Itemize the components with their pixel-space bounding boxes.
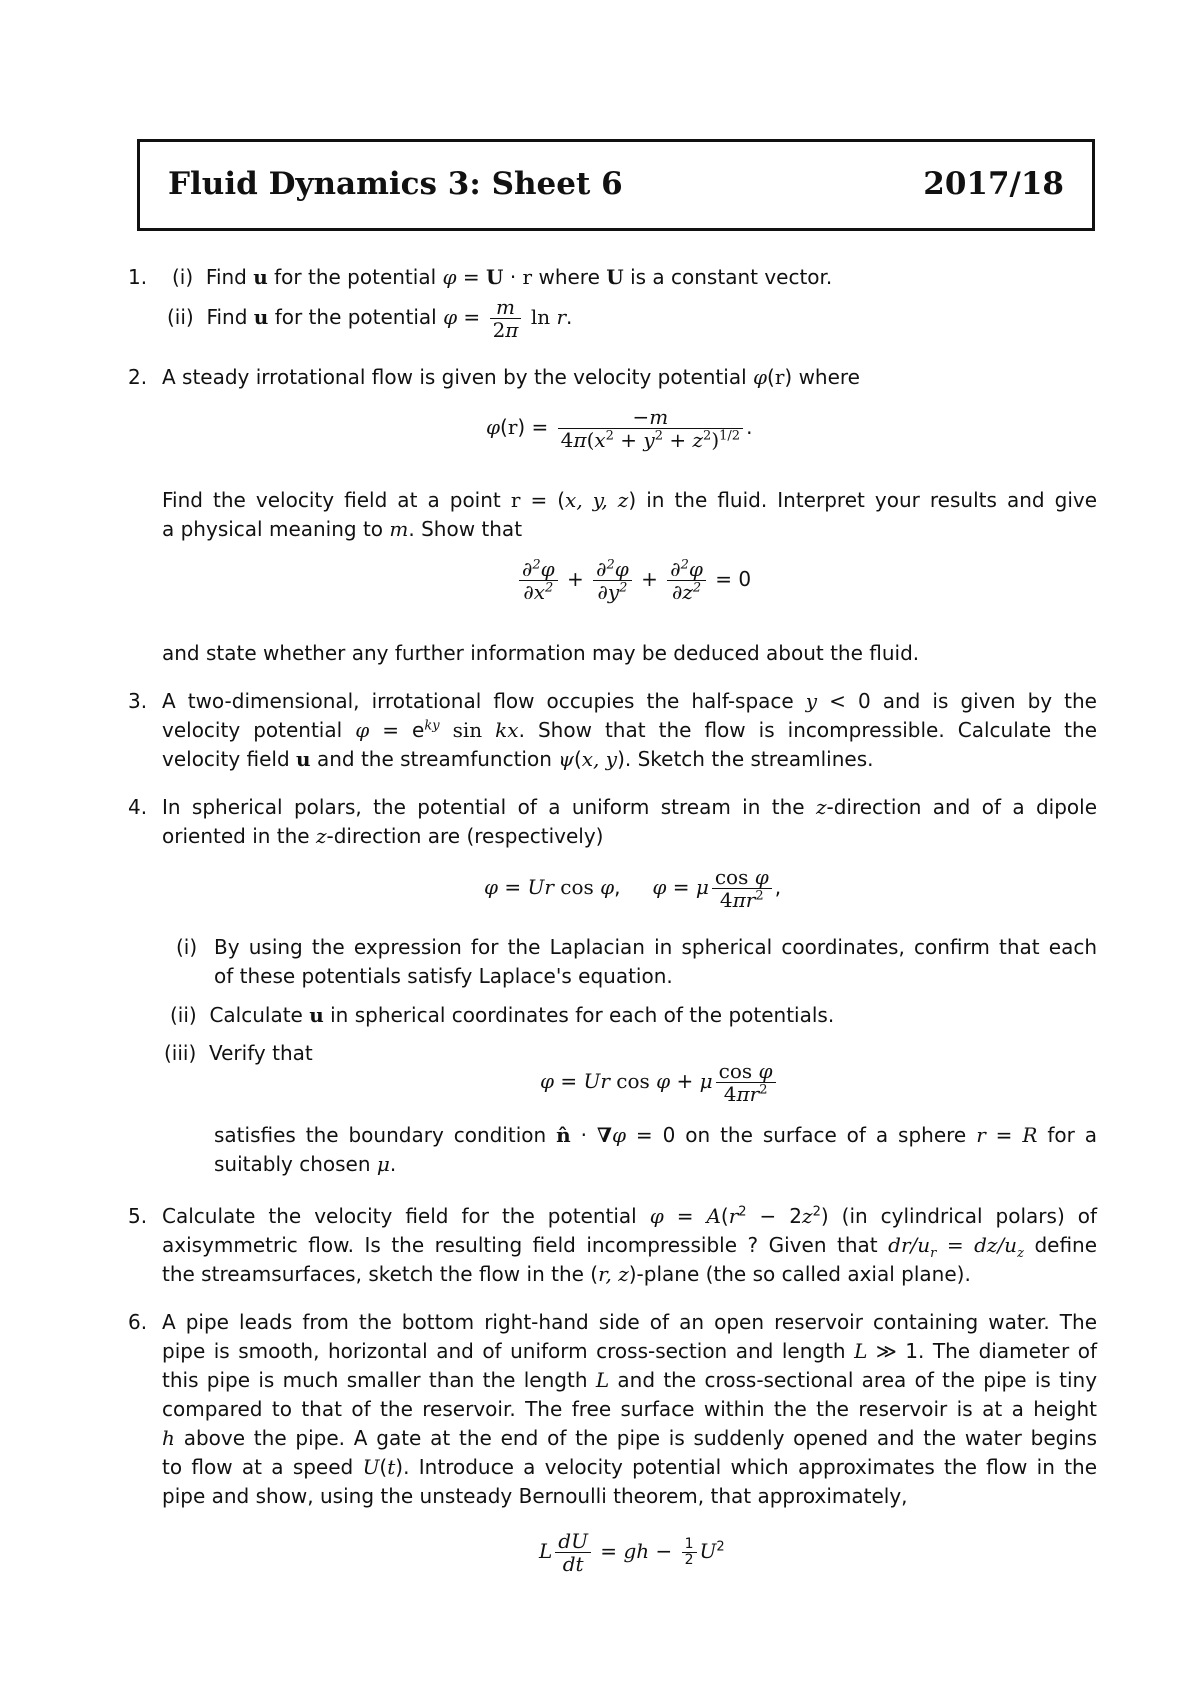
q4-part-i-label: (i) bbox=[176, 935, 198, 959]
question-number: 1. bbox=[128, 265, 148, 289]
title-box bbox=[137, 139, 1095, 231]
fraction-m-over-2pi: $\frac{m}{2\pi}$ bbox=[490, 296, 522, 341]
equation-unsteady-bernoulli: L $\frac{dU}{dt}$ = gh − $\frac{1}{2}$ $U^2$ bbox=[539, 1529, 725, 1576]
q1-part-i: (i) Find u for the potential φ = U · r where U is a constant vector. bbox=[172, 265, 833, 289]
question-number: 3. bbox=[128, 689, 148, 713]
equation-laplace: $\frac{\partial^2\varphi}{\partial x^2}$ + $\frac{\partial^2\varphi}{\partial y^2}$ + $\frac{\partial^2\varphi}{\partial z^2}$ = 0 bbox=[516, 558, 751, 603]
q6-line-1: A pipe leads from the bottom right-hand side of an open reservoir containing water. The bbox=[162, 1310, 1097, 1334]
q4-line-1: In spherical polars, the potential of a uniform stream in the z-direction and of a dipole bbox=[162, 795, 1098, 819]
q5-line-2: axisymmetric flow. Is the resulting field incompressible ? Given that $dr/u_r = dz/u_z$ define bbox=[162, 1233, 1098, 1261]
q3-line-1: A two-dimensional, irrotational flow occupies the half-space y < 0 and is given by the bbox=[162, 689, 1097, 713]
q4-line-2: oriented in the z-direction are (respectively) bbox=[162, 824, 604, 848]
question-number: 5. bbox=[128, 1204, 148, 1228]
equation-potential-source: φ(r) = $\frac{-m}{4\pi(x^2 + y^2 + z^2)^{1/2}}$ . bbox=[486, 405, 753, 452]
q2-closing: and state whether any further information may be deduced about the fluid. bbox=[162, 641, 920, 665]
q4-part-i-line-1: By using the expression for the Laplacian in spherical coordinates, confirm that each bbox=[214, 935, 1097, 959]
question-number: 4. bbox=[128, 795, 148, 819]
q6-line-4: compared to that of the reservoir. The free surface within the the reservoir is at a height bbox=[162, 1397, 1097, 1421]
q2-line-2: a physical meaning to m. Show that bbox=[162, 517, 523, 541]
q6-line-6: to flow at a speed U(t). Introduce a velocity potential which approximates the flow in the bbox=[162, 1455, 1098, 1479]
q2-line-1: Find the velocity field at a point r = (x, y, z) in the fluid. Interpret your results and give bbox=[162, 488, 1098, 512]
q5-line-1: Calculate the velocity field for the potential $\varphi = A(r^2 - 2z^2)$ (in cylindrical polars) of bbox=[162, 1204, 1098, 1228]
q4-part-i-line-2: of these potentials satisfy Laplace's equation. bbox=[214, 964, 673, 988]
question-number: 6. bbox=[128, 1310, 148, 1334]
q6-line-3: this pipe is much smaller than the length L and the cross-sectional area of the pipe is tiny bbox=[162, 1368, 1098, 1392]
q4-part-ii: (ii) Calculate u in spherical coordinates for each of the potentials. bbox=[170, 1003, 835, 1027]
q6-line-5: h above the pipe. A gate at the end of the pipe is suddenly opened and the water begins bbox=[162, 1426, 1098, 1450]
equation-stream-dipole: φ = Ur cos φ, φ = μ $\frac{\text{cos φ}}{4\pi r^2}$ , bbox=[484, 865, 782, 912]
academic-year: 2017/18 bbox=[923, 166, 1064, 202]
q4-part-iii-line-2: suitably chosen μ. bbox=[214, 1152, 397, 1176]
q3-line-3: velocity field u and the streamfunction ψ(x, y). Sketch the streamlines. bbox=[162, 747, 874, 771]
q3-line-2: velocity potential $\varphi = e^{ky}$ sin kx. Show that the flow is incompressible. Calculate the bbox=[162, 718, 1098, 742]
sheet-title: Fluid Dynamics 3: Sheet 6 bbox=[168, 166, 623, 202]
q2-intro: A steady irrotational flow is given by the velocity potential φ(r) where bbox=[162, 365, 860, 389]
q5-line-3: the streamsurfaces, sketch the flow in the (r, z)-plane (the so called axial plane). bbox=[162, 1262, 971, 1286]
equation-combined-potential: φ = Ur cos φ + μ $\frac{\text{cos φ}}{4\pi r^2}$ bbox=[540, 1060, 779, 1105]
q1-part-ii: (ii) Find u for the potential φ = $\frac{m}{2\pi}$ ln r. bbox=[167, 295, 573, 342]
q4-part-iii: (iii) Verify that bbox=[164, 1041, 313, 1065]
question-number: 2. bbox=[128, 365, 148, 389]
q4-part-iii-line-1: satisfies the boundary condition n̂ · ∇φ = 0 on the surface of a sphere r = R for a bbox=[214, 1123, 1098, 1147]
q6-line-7: pipe and show, using the unsteady Bernoulli theorem, that approximately, bbox=[162, 1484, 908, 1508]
q6-line-2: pipe is smooth, horizontal and of uniform cross-section and length L ≫ 1. The diameter of bbox=[162, 1339, 1098, 1363]
